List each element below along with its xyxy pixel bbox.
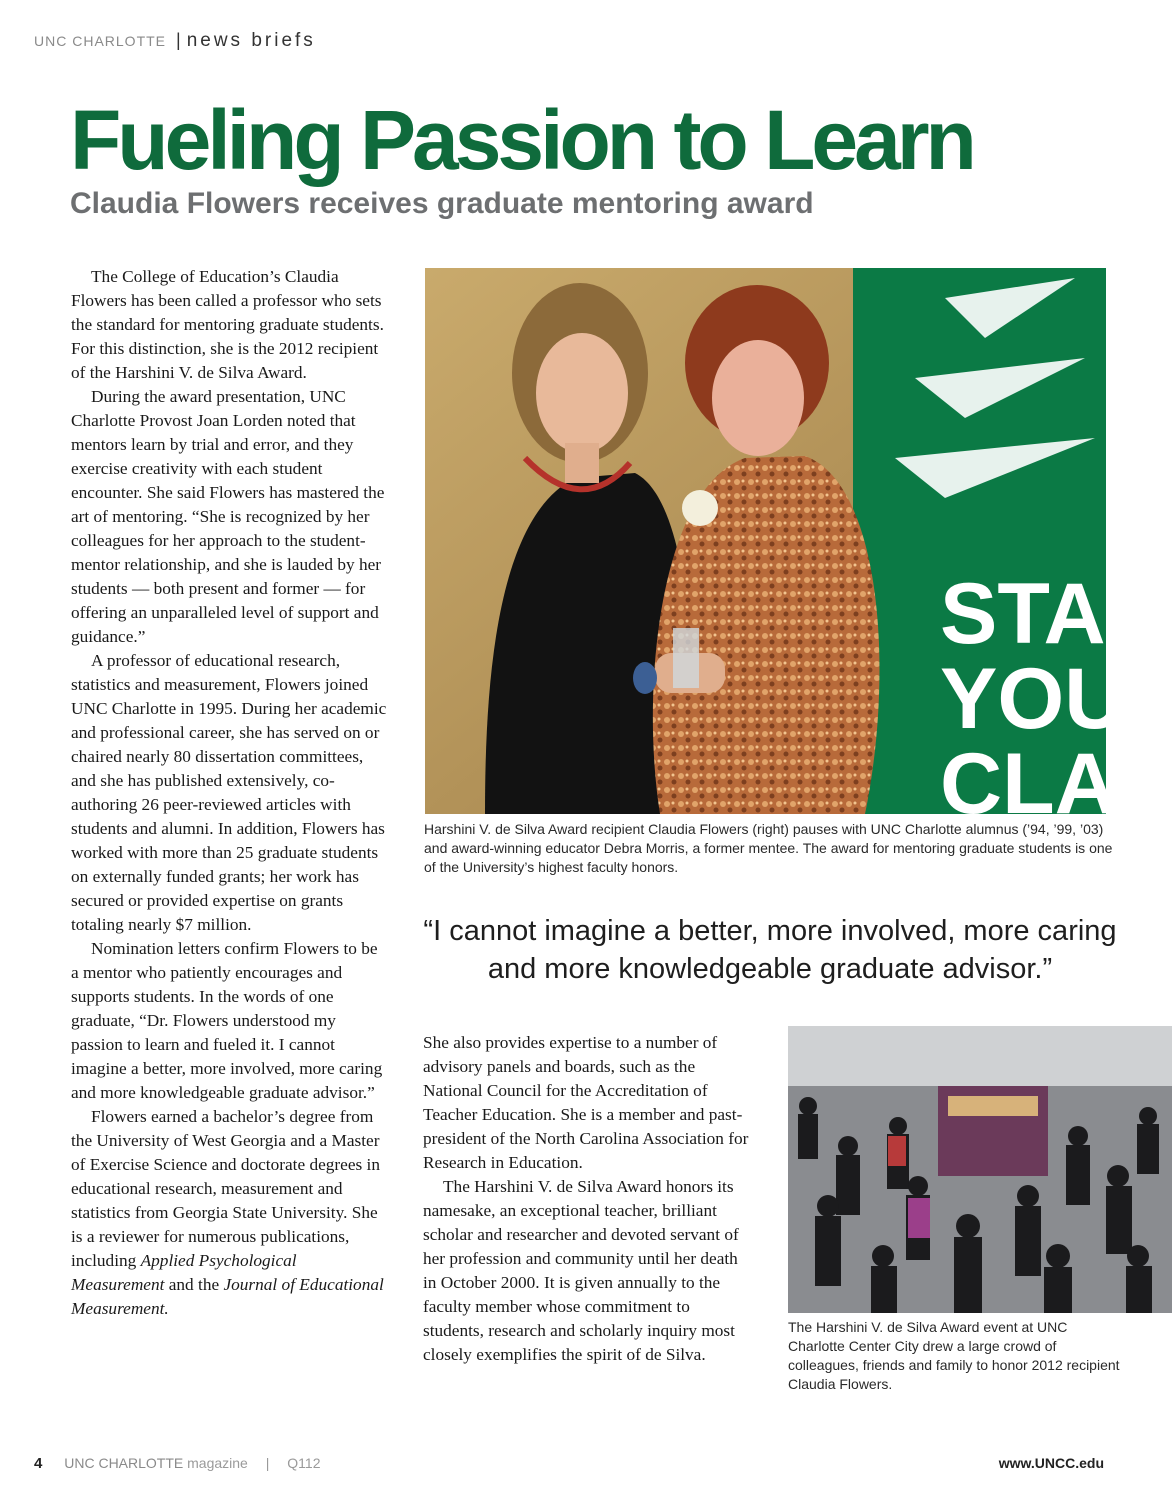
publication-title: Applied Psychological Measurement	[71, 1251, 297, 1294]
page-title: Fueling Passion to Learn	[70, 93, 973, 187]
pull-quote: “I cannot imagine a better, more involved, more caring and more knowledgeable graduate advisor.”	[423, 915, 1117, 985]
header-brand: UNC CHARLOTTE	[34, 33, 167, 49]
article-paragraph: During the award presentation, UNC Charlotte Provost Joan Lorden noted that mentors learn by trial and error, and they exercise creativity with each student encounter. She said Flowers has mastered the art of mentoring. “She is recognized by her colleagues for her approach to the student-mentor relationship, and she is lauded by her students — both present and former — for offering an unparalleled level of support and guidance.”	[71, 387, 385, 646]
article-paragraph: A professor of educational research, statistics and measurement, Flowers joined UNC Charlotte in 1995. During her academic and professional career, she has served on or chaired nearly 80 dissertation committees, and she has published extensively, co-authoring 26 peer-reviewed articles with students and alumni. In addition, Flowers has worked with more than 25 graduate students on externally funded grants; her work has secured or provided expertise on grants totaling nearly $7 million.	[71, 651, 387, 934]
header-separator: |	[176, 30, 181, 50]
header-section: news briefs	[186, 30, 316, 51]
article-paragraph: Nomination letters confirm Flowers to be a mentor who patiently encourages and supports students. In the words of one graduate, “Dr. Flowers understood my passion to learn and fueled it. I cannot imagine a better, more involved, more caring and more knowledgeable graduate advisor.”	[71, 939, 383, 1102]
event-crowd-illustration	[788, 1026, 1172, 1313]
section-label	[34, 30, 316, 52]
article-paragraph: The College of Education’s Claudia Flowers has been called a professor who sets the standard for mentoring graduate students. For this distinction, she is the 2012 recipient of the Harshini V. de Silva Award.	[71, 267, 384, 382]
page-number: 4	[34, 1455, 43, 1472]
footer-divider: |	[265, 1455, 270, 1471]
photo-caption: The Harshini V. de Silva Award event at UNC Charlotte Center City drew a large crowd of colleagues, friends and family to honor 2012 recipient Claudia Flowers.	[788, 1319, 1120, 1392]
article-column-middle	[423, 1031, 753, 1367]
award-photo-illustration	[425, 268, 1141, 832]
banner-text: CLAI	[940, 736, 1141, 832]
article-paragraph: She also provides expertise to a number of advisory panels and boards, such as the National Council for the Accreditation of Teacher Education. She is a member and past-president of the North Carolina Association for Research in Education.	[423, 1033, 749, 1172]
publication-title: Journal of Educational Measurement.	[71, 1275, 384, 1318]
award-photo	[425, 268, 1141, 832]
banner-text: STA	[940, 566, 1106, 662]
issue-label: Q112	[287, 1455, 321, 1471]
website-link[interactable]: www.UNCC.edu	[998, 1455, 1104, 1471]
paragraph-text: Flowers earned a bachelor’s degree from the University of West Georgia and a Master of Exercise Science and doctorate degrees in educational research, measurement and statistics from Georgia State University. She is a reviewer for numerous publications, including	[71, 1107, 380, 1270]
magazine-brand: UNC CHARLOTTE	[64, 1455, 184, 1471]
photo-caption: Harshini V. de Silva Award recipient Claudia Flowers (right) pauses with UNC Charlotte alumnus (’94, ’99, ’03) and award-winning educator Debra Morris, a former mentee. The award for mentoring graduate students is one of the University’s highest faculty honors.	[424, 821, 1113, 875]
article-column-left	[71, 265, 389, 1321]
event-crowd-photo	[788, 1026, 1172, 1313]
banner-text: YOU	[940, 651, 1127, 747]
article-paragraph	[71, 1105, 389, 1321]
paragraph-conjunction: and the	[168, 1275, 220, 1294]
page-footer	[34, 1455, 1104, 1475]
page-subtitle: Claudia Flowers receives graduate mentoring award	[70, 187, 814, 220]
article-paragraph: The Harshini V. de Silva Award honors its namesake, an exceptional teacher, brilliant scholar and researcher and devoted servant of her profession and community until her death in October 2000. It is given annually to the faculty member whose commitment to students, research and scholarly inquiry most closely exemplifies the spirit of de Silva.	[423, 1177, 739, 1364]
magazine-word: magazine	[187, 1455, 248, 1471]
